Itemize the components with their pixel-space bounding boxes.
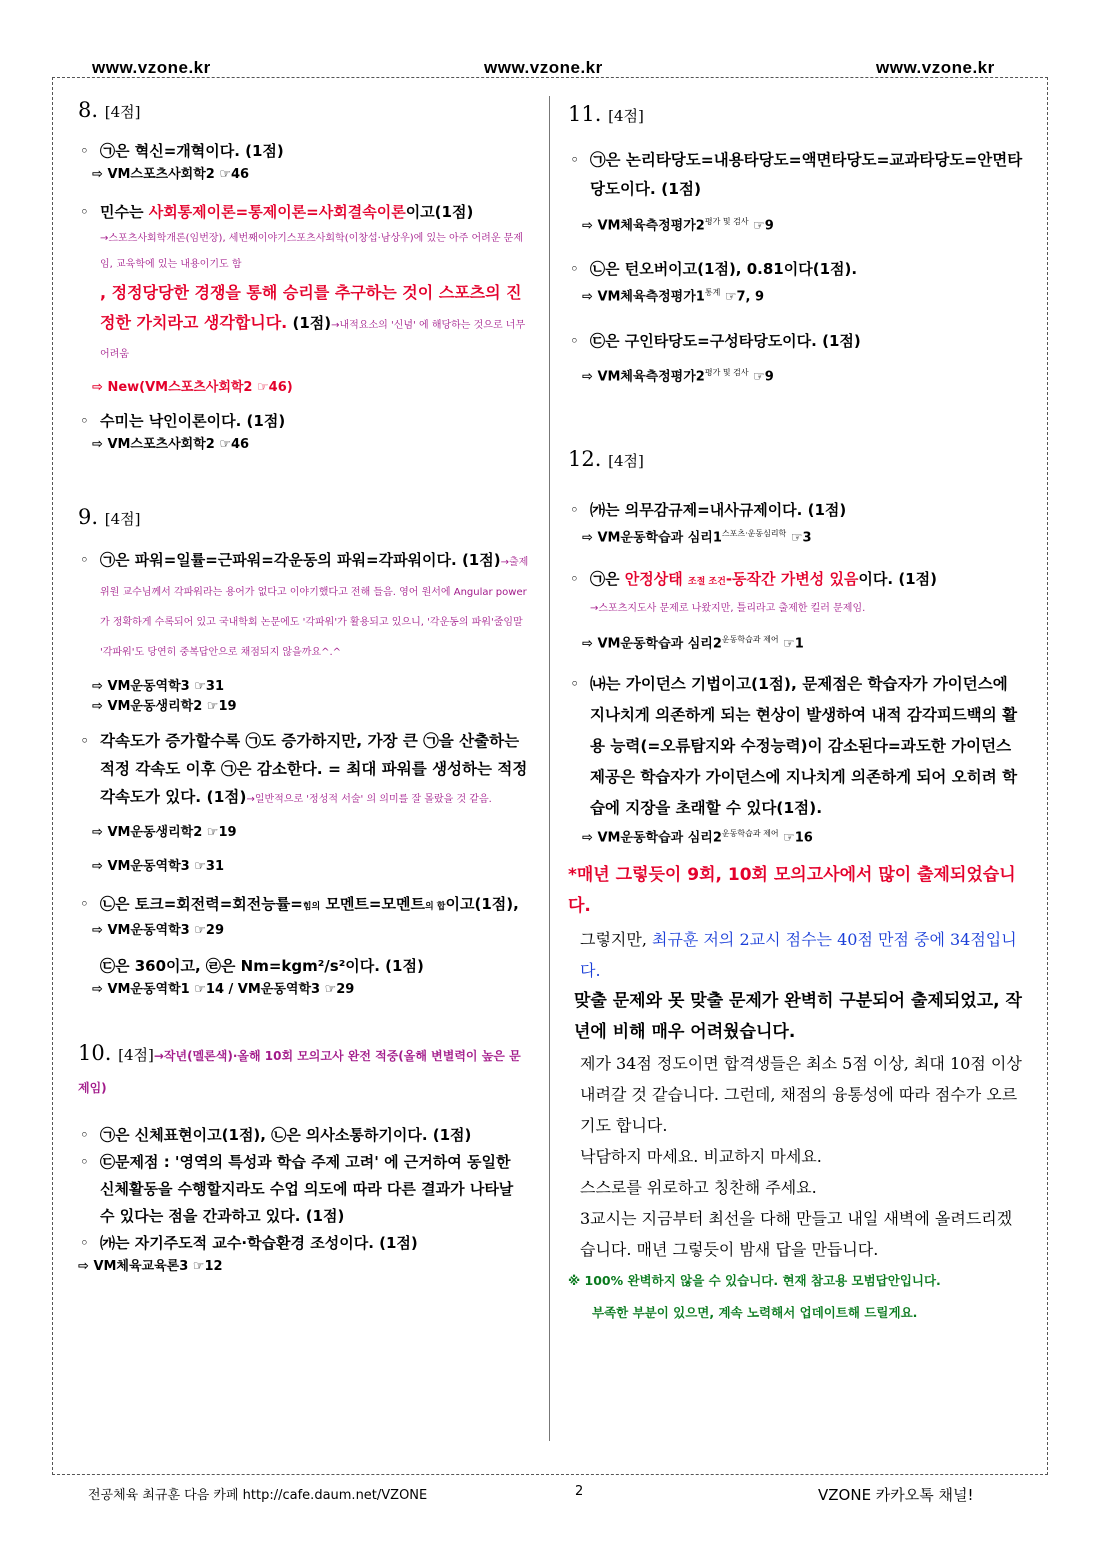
answer-item: ◦ 민수는 사회통제이론=통제이론=사회결속이론이고(1점) →스포츠사회학개론(임번장), 세번째이야기스포츠사회학(이창섭·남상우)에 있는 아주 어려운 문제임, 교육학에 있는 내용이기도 함 , 정정당당한 경쟁을 통해 승리를 추구하는 것이 스포츠의 진정한 가치라고 생각합니다. (1점)→내적요소의 '신념' 에 해당하는 것으로 너무 어려움	[78, 199, 530, 368]
reference: ⇨ VM스포츠사회학2 ☞46	[92, 437, 250, 452]
reference: ⇨ New(VM스포츠사회학2 ☞46)	[92, 380, 293, 395]
answer-item: ㉢은 360이고, ㉣은 Nm=kgm²/s²이다. (1점)	[100, 957, 424, 975]
question-number: 9.	[78, 505, 99, 529]
reference: ⇨ VM운동생리학2 ☞19	[92, 699, 237, 714]
question-points: [4점]	[608, 107, 644, 125]
reference: ⇨ VM운동역학3 ☞31	[92, 679, 224, 694]
annotation-note: →일반적으로 '정성적 서술' 의 의미를 잘 몰랐을 것 같음.	[246, 794, 492, 805]
disclaimer: 부족한 부분이 있으면, 계속 노력해서 업데이트해 드릴게요.	[592, 1304, 918, 1320]
answer-item: ◦ ㉠은 혁신=개혁이다. (1점)	[80, 142, 284, 160]
reference: ⇨ VM체육교육론3 ☞12	[78, 1259, 223, 1274]
paragraph: 낙담하지 마세요. 비교하지 마세요.	[580, 1146, 822, 1166]
reference: ⇨ VM운동학습과 심리$1^{스포츠\cdot 운동심리학}$ ☞3	[582, 528, 812, 546]
answer-item: ◦ ㉢은 구인타당도=구성타당도이다. (1점)	[570, 331, 861, 350]
paragraph: 제가 34점 정도이면 합격생들은 최소 5점 이상, 최대 10점 이상 내려갈 것 같습니다. 그런데, 채점의 융통성에 따라 점수가 오르기도 합니다.	[580, 1053, 1022, 1135]
answer-item: ◦ 수미는 낙인이론이다. (1점)	[80, 412, 286, 430]
question-number: 12.	[568, 446, 602, 471]
question-8	[78, 98, 530, 455]
header-left-url: www.vzone.kr	[92, 58, 211, 77]
question-12	[568, 447, 1023, 848]
disclaimer: ※ 100% 완벽하지 않을 수 있습니다. 현재 참고용 모범답안입니다.	[568, 1272, 941, 1288]
annotation-note: →스포츠지도사 문제로 나왔지만, 틀리라고 출제한 킬러 문제임.	[590, 603, 866, 615]
reference: ⇨ VM운동역학3 ☞29	[92, 923, 224, 938]
question-points: [4점]	[118, 1046, 154, 1064]
reference: ⇨ VM체육측정평가$2^{평가 및 검사}$ ☞9	[582, 217, 774, 234]
footer-page-number: 2	[575, 1484, 584, 1499]
header-center-url: www.vzone.kr	[484, 58, 603, 77]
column-divider	[549, 96, 550, 1441]
right-column	[568, 92, 1023, 1321]
left-column	[78, 92, 530, 1277]
question-number: 11.	[568, 102, 602, 126]
footer-kakao-channel: VZONE 카카오톡 채널!	[818, 1486, 974, 1504]
answer-item: ◦ ㉡은 턴오버이고(1점), 0.81이다(1점).	[570, 260, 858, 279]
question-9	[78, 505, 530, 1000]
highlight-notice: *매년 그렇듯이 9회, 10회 모의고사에서 많이 출제되었습니다.	[568, 864, 1016, 916]
answer-item: ◦ 각속도가 증가할수록 ㉠도 증가하지만, 가장 큰 ㉠을 산출하는 적정 각속도 이후 ㉠은 감소한다. = 최대 파워를 생성하는 적정 각속도가 있다. (1점)→일반적으로 '정성적 서술' 의 의미를 잘 몰랐을 것 같음.	[80, 732, 528, 806]
closing-notes	[568, 860, 1023, 1321]
question-11	[568, 102, 1023, 387]
difficulty-paragraph: 맞출 문제와 못 맞출 문제가 완벽히 구분되어 출제되었고, 작년에 비해 매우 어려웠습니다.	[574, 990, 1022, 1042]
reference: ⇨ VM체육측정평가$2^{평가 및 검사}$ ☞9	[582, 367, 774, 384]
annotation-note: →스포츠사회학개론(임번장), 세번째이야기스포츠사회학(이창섭·남상우)에 있는 아주 어려운 문제임, 교육학에 있는 내용이기도 함	[100, 233, 523, 270]
answer-item: ◦ ㉠은 논리타당도=내용타당도=액면타당도=교과타당도=안면타당도이다. (1점)	[570, 151, 1023, 198]
reference: ⇨ VM운동학습과 심리$2^{운동학습과 제어}$ ☞16	[582, 828, 813, 845]
reference: ⇨ VM운동역학3 ☞31	[92, 859, 224, 874]
paragraph: 3교시는 지금부터 최선을 다해 만들고 내일 새벽에 올려드리겠습니다. 매년 그렇듯이 밤새 답을 만듭니다.	[580, 1208, 1013, 1259]
header-right-url: www.vzone.kr	[876, 58, 995, 77]
reference: ⇨ VM운동생리학2 ☞19	[92, 825, 237, 840]
answer-item: ◦ ㉢문제점 : '영역의 특성과 학습 주제 고려' 에 근거하여 동일한 신체활동을 수행할지라도 수업 의도에 따라 다른 결과가 나타날 수 있다는 점을 간과하고 있다. (1점)	[80, 1153, 514, 1225]
footer-cafe-link[interactable]: 전공체육 최규훈 다음 카페 http://cafe.daum.net/VZONE	[88, 1488, 428, 1503]
question-points: [4점]	[608, 451, 644, 470]
annotation-note: →출제위원 교수님께서 각파워라는 용어가 없다고 이야기했다고 전해 들음. 영어 원서에 Angular power가 정확하게 수록되어 있고 국내학회 논문에도 '각파워'가 활용되고 있으니, '각운동의 파워'줄임말 '각파워'도 당연히 중복답안으로 채점되지 않을까요^.^	[100, 557, 529, 658]
answer-item: ◦ ㈎는 의무감규제=내사규제이다. (1점)	[570, 500, 847, 519]
answer-item: ◦ ㈎는 자기주도적 교수·학습환경 조성이다. (1점)	[80, 1234, 418, 1252]
question-points: [4점]	[104, 103, 141, 121]
answer-item: ◦ ㈏는 가이던스 기법이고(1점), 문제점은 학습자가 가이던스에 지나치게 의존하게 되는 현상이 발생하여 내적 감각피드백의 활용 능력(=오류탐지와 수정능력)이 감소된다=과도한 가이던스 제공은 학습자가 가이던스에 지나치게 의존하게 되어 오히려 학습에 지장을 초래할 수 있다(1점).	[570, 674, 1018, 817]
answer-item: ◦ ㉠은 안정상태 조절 조건-동작간 가변성 있음이다. (1점) →스포츠지도사 문제로 나왔지만, 틀리라고 출제한 킬러 문제임.	[568, 566, 1023, 622]
question-number: 10.	[78, 1041, 112, 1065]
reference: ⇨ VM운동학습과 심리$2^{운동학습과 제어}$ ☞1	[582, 635, 804, 652]
reference: ⇨ VM체육측정평가$1^{통계}$ ☞7, 9	[582, 288, 765, 305]
paragraph: 스스로를 위로하고 칭찬해 주세요.	[580, 1177, 817, 1197]
reference: ⇨ VM스포츠사회학2 ☞46	[92, 167, 250, 182]
annotation-note: →내적요소의 '신념' 에 해당하는 것으로 너무 어려움	[100, 320, 526, 360]
question-points: [4점]	[104, 510, 141, 528]
question-10	[78, 1040, 530, 1277]
answer-item: ◦ ㉠은 파워=일률=근파워=각운동의 파워=각파워이다. (1점)→출제위원 교수님께서 각파워라는 용어가 없다고 이야기했다고 전해 들음. 영어 원서에 Angular power가 정확하게 수록되어 있고 국내학회 논문에도 '각파워'가 활용되고 있으니, '각운동의 파워'줄임말 '각파워'도 당연히 중복답안으로 채점되지 않을까요^.^	[80, 551, 529, 658]
question-number: 8.	[78, 98, 99, 122]
annotation-note: →작년(멜론색)·올해 10회 모의고사 완전 적중(올해 변별력이 높은 문제임)	[78, 1049, 521, 1095]
answer-item: ◦ ㉠은 신체표현이고(1점), ㉡은 의사소통하기이다. (1점)	[80, 1126, 472, 1144]
reference: ⇨ VM운동역학1 ☞14 / VM운동역학3 ☞29	[92, 982, 355, 997]
score-paragraph: 그렇지만, 최규훈 저의 2교시 점수는 40점 만점 중에 34점입니다.	[580, 929, 1017, 980]
answer-item: ◦ ㉡은 토크=회전력=회전능률=힘의 모멘트=모멘트의 합이고(1점),	[80, 895, 519, 913]
